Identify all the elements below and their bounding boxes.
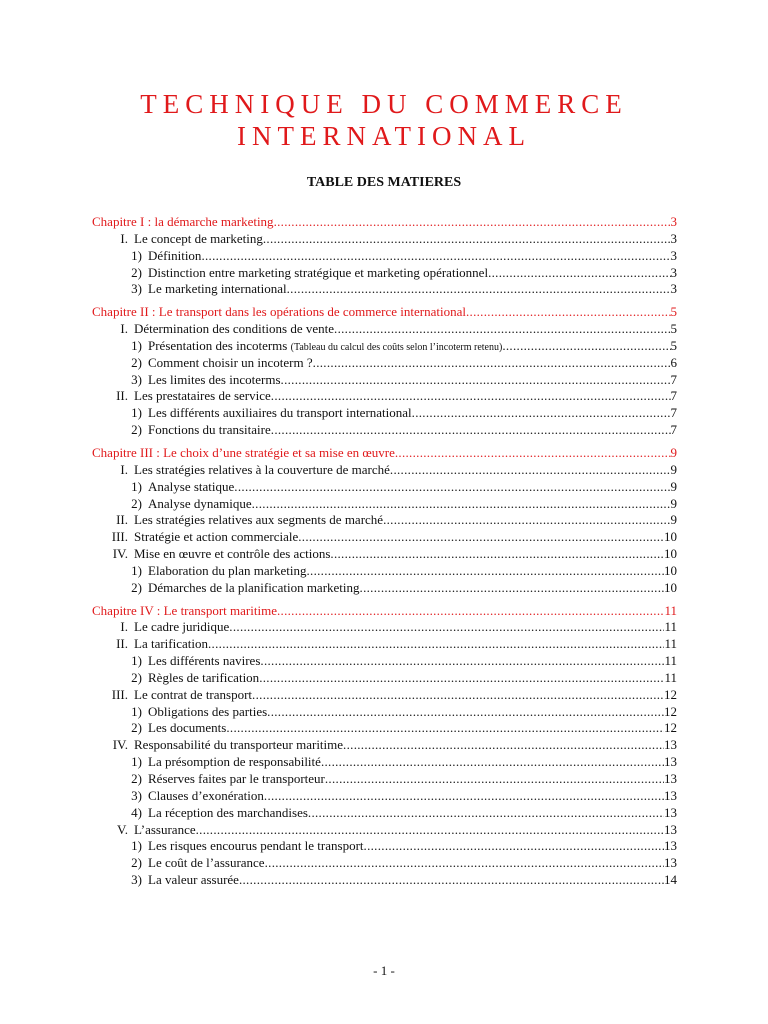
toc-subsection-row[interactable]	[92, 670, 677, 687]
entry-page-number: 11	[664, 669, 677, 685]
entry-page-number: 13	[664, 771, 677, 786]
dot-leader	[252, 687, 664, 704]
entry-number: 2)	[131, 720, 142, 736]
entry-label: Le coût de l’assurance	[148, 855, 265, 871]
table-of-contents	[92, 214, 677, 889]
dot-leader	[390, 462, 671, 479]
dot-leader	[277, 603, 665, 620]
dot-leader	[208, 636, 664, 653]
entry-label: Les prestataires de service	[134, 388, 271, 404]
entry-number: 1)	[131, 247, 142, 263]
entry-page-number: 13	[664, 787, 677, 803]
dot-leader	[330, 546, 664, 563]
dot-leader	[267, 704, 664, 721]
entry-page-number: 3	[670, 247, 677, 263]
entry-page-number: 3	[670, 281, 677, 297]
entry-number: I.	[120, 230, 128, 246]
toc-subsection-row[interactable]	[92, 872, 677, 889]
page-number: - 1 -	[373, 963, 395, 978]
entry-page-number: 5	[670, 337, 677, 353]
toc-subsection-row[interactable]	[92, 771, 677, 788]
dot-leader	[502, 338, 670, 355]
dot-leader	[259, 670, 664, 687]
entry-label: Analyse statique	[148, 478, 235, 494]
toc-section-row[interactable]	[92, 462, 677, 479]
toc-subsection-row[interactable]	[92, 653, 677, 670]
entry-label: Fonctions du transitaire	[148, 422, 271, 438]
chapter-page-number: 3	[670, 214, 677, 229]
toc-section-row[interactable]	[92, 321, 677, 338]
entry-number: II.	[116, 512, 128, 528]
toc-chapter-row[interactable]	[92, 214, 677, 231]
entry-label: La présomption de responsabilité	[148, 754, 321, 770]
dot-leader	[196, 822, 664, 839]
entry-label: Responsabilité du transporteur maritime	[134, 737, 344, 753]
title-line-2: INTERNATIONAL	[237, 121, 531, 151]
toc-subsection-row[interactable]	[92, 704, 677, 721]
entry-page-number: 7	[670, 422, 677, 438]
dot-leader	[383, 512, 670, 529]
toc-subsection-row[interactable]	[92, 281, 677, 298]
entry-number: I.	[120, 321, 128, 337]
dot-leader	[412, 405, 671, 422]
dot-leader	[264, 788, 664, 805]
entry-page-number: 3	[670, 230, 677, 246]
toc-subsection-row[interactable]	[92, 372, 677, 389]
entry-number: 1)	[131, 703, 142, 719]
entry-label: Détermination des conditions de vente	[134, 321, 335, 337]
entry-number: 2)	[131, 855, 142, 871]
dot-leader	[325, 771, 664, 788]
entry-number: III.	[111, 529, 128, 545]
toc-subsection-row[interactable]	[92, 496, 677, 513]
entry-page-number: 10	[664, 529, 677, 545]
entry-number: III.	[111, 686, 128, 702]
dot-leader	[466, 304, 671, 321]
entry-label: Règles de tarification	[148, 669, 260, 685]
toc-subsection-row[interactable]	[92, 355, 677, 372]
dot-leader	[281, 372, 671, 389]
toc-heading: TABLE DES MATIERES	[306, 175, 462, 190]
entry-number: II.	[116, 636, 128, 652]
entry-number: 2)	[131, 354, 142, 370]
dot-leader	[226, 720, 664, 737]
toc-section-row[interactable]	[92, 737, 677, 754]
entry-number: 4)	[131, 804, 142, 820]
entry-number: 1)	[131, 478, 142, 494]
entry-label: Les stratégies relatives aux segments de marché	[134, 512, 384, 528]
entry-number: 1)	[131, 653, 142, 669]
entry-page-number: 13	[664, 855, 677, 871]
entry-label: La tarification	[134, 636, 208, 652]
entry-number: II.	[116, 388, 128, 404]
entry-page-number: 13	[664, 838, 677, 854]
entry-number: 2)	[131, 669, 142, 685]
entry-number: 3)	[131, 371, 142, 387]
toc-subsection-row[interactable]	[92, 855, 677, 872]
entry-number: 1)	[131, 337, 142, 353]
entry-label: Clauses d’exonération	[148, 787, 264, 803]
entry-label: Comment choisir un incoterm ?	[148, 354, 313, 370]
toc-subsection-row[interactable]	[92, 563, 677, 580]
dot-leader	[313, 355, 671, 372]
entry-label: Les limites des incoterms	[148, 371, 281, 387]
entry-page-number: 12	[664, 720, 677, 736]
toc-section-row[interactable]	[92, 546, 677, 563]
chapter-label: Chapitre IV : Le transport maritime	[92, 602, 277, 618]
entry-page-number: 12	[664, 686, 677, 702]
entry-page-number: 13	[664, 754, 677, 770]
entry-page-number: 7	[670, 405, 677, 421]
chapter-page-number: 9	[670, 444, 677, 460]
dot-leader	[265, 855, 664, 872]
entry-note: (Tableau du calcul des coûts selon l’incoterm retenu)	[290, 341, 503, 353]
dot-leader	[308, 805, 664, 822]
dot-leader	[260, 653, 664, 670]
toc-subsection-row[interactable]	[92, 838, 677, 855]
dot-leader	[364, 838, 664, 855]
dot-leader	[334, 321, 670, 338]
entry-page-number: 10	[664, 546, 677, 562]
entry-page-number: 12	[664, 703, 677, 719]
toc-section-row[interactable]	[92, 388, 677, 405]
toc-subsection-row[interactable]	[92, 788, 677, 805]
toc-subsection-row[interactable]	[92, 580, 677, 597]
toc-section-row[interactable]	[92, 512, 677, 529]
entry-page-number: 10	[664, 579, 677, 595]
entry-label: La valeur assurée	[148, 872, 239, 888]
dot-leader	[234, 479, 670, 496]
dot-leader	[395, 445, 671, 462]
entry-number: 1)	[131, 838, 142, 854]
entry-number: 1)	[131, 562, 142, 578]
entry-page-number: 13	[664, 804, 677, 820]
dot-leader	[287, 281, 671, 298]
entry-label: Réserves faites par le transporteur	[148, 771, 325, 786]
entry-number: 2)	[131, 579, 142, 595]
dot-leader	[239, 872, 664, 889]
entry-page-number: 9	[670, 461, 677, 477]
entry-number: I.	[120, 461, 128, 477]
dot-leader	[229, 619, 664, 636]
chapter-label: Chapitre I : la démarche marketing	[92, 214, 274, 229]
dot-leader	[360, 580, 664, 597]
entry-label: L’assurance	[134, 821, 196, 837]
entry-number: 2)	[131, 422, 142, 438]
entry-number: IV.	[112, 737, 128, 753]
toc-subsection-row[interactable]	[92, 754, 677, 771]
entry-number: IV.	[112, 546, 128, 562]
entry-label: Les risques encourus pendant le transport	[148, 838, 364, 854]
entry-page-number: 5	[670, 321, 677, 337]
toc-section-row[interactable]	[92, 619, 677, 636]
dot-leader	[263, 231, 671, 248]
entry-page-number: 6	[670, 354, 677, 370]
toc-subsection-row[interactable]	[92, 248, 677, 265]
entry-label: Analyse dynamique	[148, 495, 252, 511]
entry-number: 2)	[131, 771, 142, 786]
entry-page-number: 9	[670, 512, 677, 528]
entry-number: 2)	[131, 495, 142, 511]
dot-leader	[271, 422, 671, 439]
entry-page-number: 13	[664, 737, 677, 753]
title-line-1: TECHNIQUE DU COMMERCE	[140, 89, 628, 119]
entry-label: Démarches de la planification marketing	[148, 579, 360, 595]
entry-label: Les différents navires	[148, 653, 261, 669]
entry-number: 3)	[131, 787, 142, 803]
chapter-page-number: 5	[670, 304, 677, 320]
entry-label: La réception des marchandises	[148, 804, 308, 820]
toc-subsection-row[interactable]	[92, 720, 677, 737]
toc-subsection-row[interactable]	[92, 265, 677, 282]
toc-section-row[interactable]	[92, 529, 677, 546]
entry-page-number: 9	[670, 478, 677, 494]
entry-page-number: 10	[664, 562, 677, 578]
entry-page-number: 3	[670, 264, 677, 280]
toc-section-row[interactable]	[92, 231, 677, 248]
entry-label: Présentation des incoterms (Tableau du calcul des coûts selon l’incoterm retenu)	[148, 337, 503, 353]
entry-page-number: 13	[664, 821, 677, 837]
dot-leader	[488, 265, 670, 282]
entry-label: Définition	[148, 247, 202, 263]
document-title	[0, 88, 768, 152]
entry-number: 3)	[131, 872, 142, 888]
toc-chapter-row[interactable]	[92, 304, 677, 321]
entry-label: Les différents auxiliaires du transport international	[148, 405, 412, 421]
toc-subsection-row[interactable]	[92, 805, 677, 822]
toc-subsection-row[interactable]	[92, 422, 677, 439]
toc-subsection-row[interactable]	[92, 405, 677, 422]
entry-page-number: 7	[670, 371, 677, 387]
toc-subsection-row[interactable]	[92, 338, 677, 355]
dot-leader	[306, 563, 664, 580]
entry-label: Obligations des parties	[148, 703, 268, 719]
entry-number: 1)	[131, 754, 142, 770]
entry-label: Mise en œuvre et contrôle des actions	[134, 546, 331, 562]
entry-page-number: 9	[670, 495, 677, 511]
entry-label: Stratégie et action commerciale	[134, 529, 299, 545]
entry-page-number: 11	[664, 619, 677, 635]
dot-leader	[343, 737, 664, 754]
entry-label: Le marketing international	[148, 281, 287, 297]
entry-number: I.	[120, 619, 128, 635]
toc-chapter-row[interactable]	[92, 603, 677, 620]
dot-leader	[271, 388, 671, 405]
dot-leader	[274, 214, 671, 231]
entry-label: Le concept de marketing	[134, 230, 263, 246]
entry-label: Le contrat de transport	[134, 686, 253, 702]
entry-label: Le cadre juridique	[134, 619, 230, 635]
dot-leader	[252, 496, 671, 513]
entry-label: Elaboration du plan marketing	[148, 562, 307, 578]
chapter-label: Chapitre III : Le choix d’une stratégie et sa mise en œuvre	[92, 444, 395, 460]
toc-section-row[interactable]	[92, 687, 677, 704]
chapter-label: Chapitre II : Le transport dans les opérations de commerce international	[92, 304, 466, 320]
chapter-page-number: 11	[664, 602, 677, 618]
entry-number: 3)	[131, 281, 142, 297]
entry-label: Les documents	[148, 720, 227, 736]
entry-number: 1)	[131, 405, 142, 421]
toc-section-row[interactable]	[92, 822, 677, 839]
dot-leader	[201, 248, 670, 265]
dot-leader	[298, 529, 664, 546]
entry-label: Distinction entre marketing stratégique et marketing opérationnel	[148, 264, 489, 280]
toc-section-row[interactable]	[92, 636, 677, 653]
entry-page-number: 11	[664, 636, 677, 652]
entry-number: 2)	[131, 264, 142, 280]
entry-label: Les stratégies relatives à la couverture de marché	[134, 461, 390, 477]
entry-page-number: 7	[670, 388, 677, 404]
entry-number: V.	[117, 821, 128, 837]
dot-leader	[321, 754, 664, 771]
toc-subsection-row[interactable]	[92, 479, 677, 496]
entry-page-number: 14	[664, 872, 677, 888]
entry-page-number: 11	[664, 653, 677, 669]
toc-chapter-row[interactable]	[92, 445, 677, 462]
